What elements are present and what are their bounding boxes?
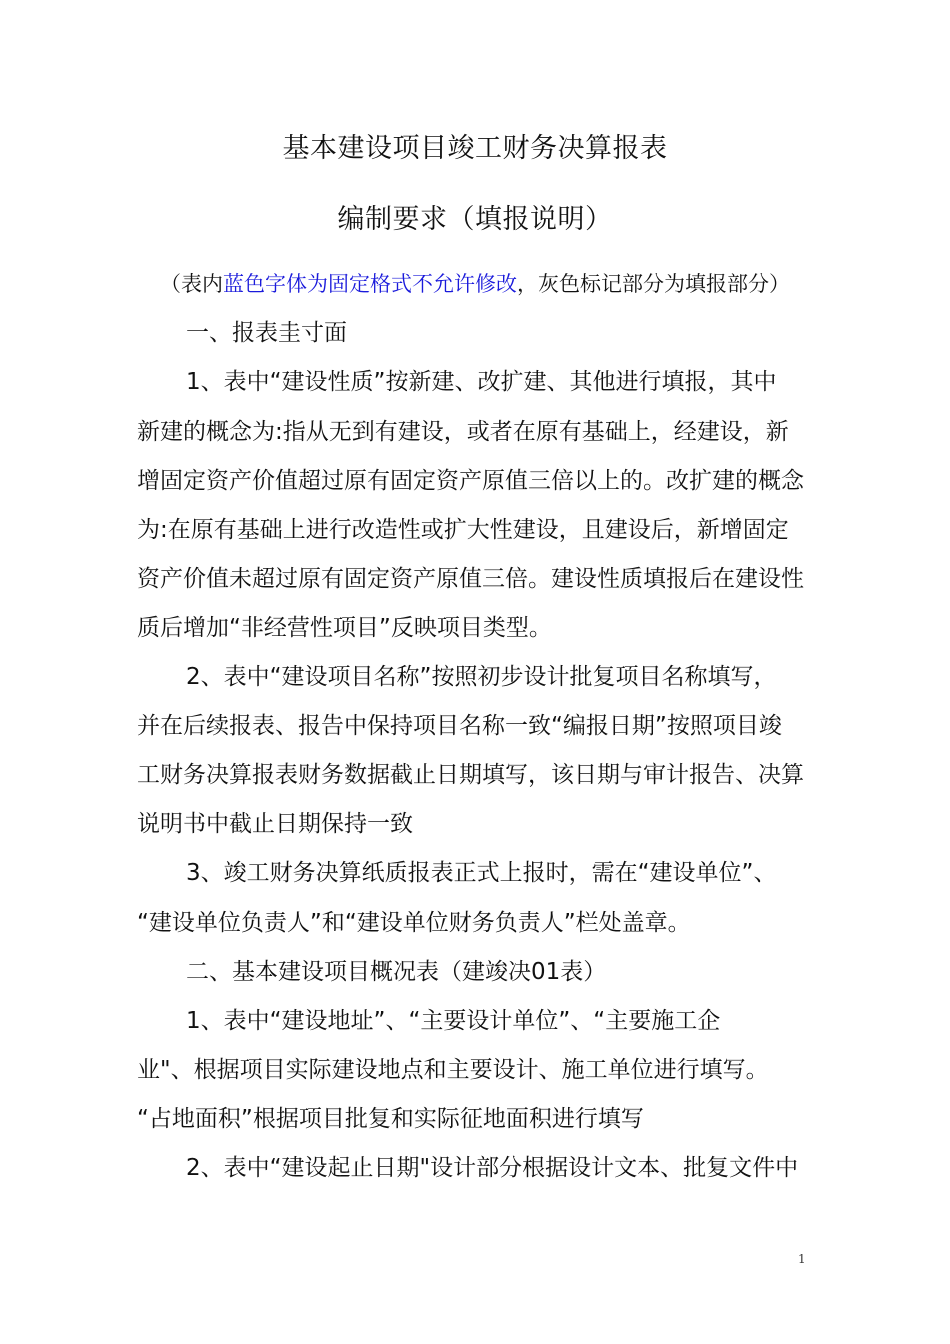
paragraph-line: 3、竣工财务决算纸质报表正式上报时，需在“建设单位”、 <box>186 860 777 886</box>
paragraph-line: 并在后续报表、报告中保持项目名称一致“编报日期”按照项目竣 <box>137 713 782 739</box>
format-note-suffix: ，灰色标记部分为填报部分） <box>517 272 790 296</box>
paragraph-line: 资产价值未超过原有固定资产原值三倍。建设性质填报后在建设性 <box>137 566 804 592</box>
format-note-blue-text: 蓝色字体为固定格式不允许修改 <box>223 272 517 296</box>
paragraph-line: 2、表中“建设项目名称”按照初步设计批复项目名称填写， <box>186 664 777 690</box>
document-title: 基本建设项目竣工财务决算报表 <box>282 133 668 164</box>
format-note-prefix: （表内 <box>160 272 223 296</box>
paragraph-line: 质后增加“非经营性项目”反映项目类型。 <box>137 615 552 641</box>
paragraph-line: 增固定资产价值超过原有固定资产原值三倍以上的。改扩建的概念 <box>137 468 804 494</box>
paragraph-line: 1、表中“建设性质”按新建、改扩建、其他进行填报，其中 <box>186 369 777 395</box>
paragraph-line: 新建的概念为:指从无到有建设，或者在原有基础上，经建设，新 <box>137 419 789 445</box>
paragraph-line: 业"、根据项目实际建设地点和主要设计、施工单位进行填写。 <box>137 1057 769 1083</box>
format-note <box>0 268 950 298</box>
document-subtitle: 编制要求（填报说明） <box>337 204 613 235</box>
section-heading-cover: 一、报表圭寸面 <box>186 320 347 346</box>
paragraph-line: “建设单位负责人”和“建设单位财务负责人”栏处盖章。 <box>137 910 691 936</box>
paragraph-line: 2、表中“建设起止日期"设计部分根据设计文本、批复文件中 <box>186 1155 799 1181</box>
paragraph-line: 说明书中截止日期保持一致 <box>137 811 413 837</box>
paragraph-line: “占地面积”根据项目批复和实际征地面积进行填写 <box>137 1106 644 1132</box>
page-number: 1 <box>798 1252 806 1266</box>
paragraph-line: 1、表中“建设地址”、“主要设计单位”、“主要施工企 <box>186 1008 721 1034</box>
paragraph-line: 为:在原有基础上进行改造性或扩大性建设，且建设后，新增固定 <box>137 517 789 543</box>
section-heading-overview: 二、基本建设项目概况表（建竣决01表） <box>186 959 607 985</box>
paragraph-line: 工财务决算报表财务数据截止日期填写，该日期与审计报告、决算 <box>137 762 804 788</box>
